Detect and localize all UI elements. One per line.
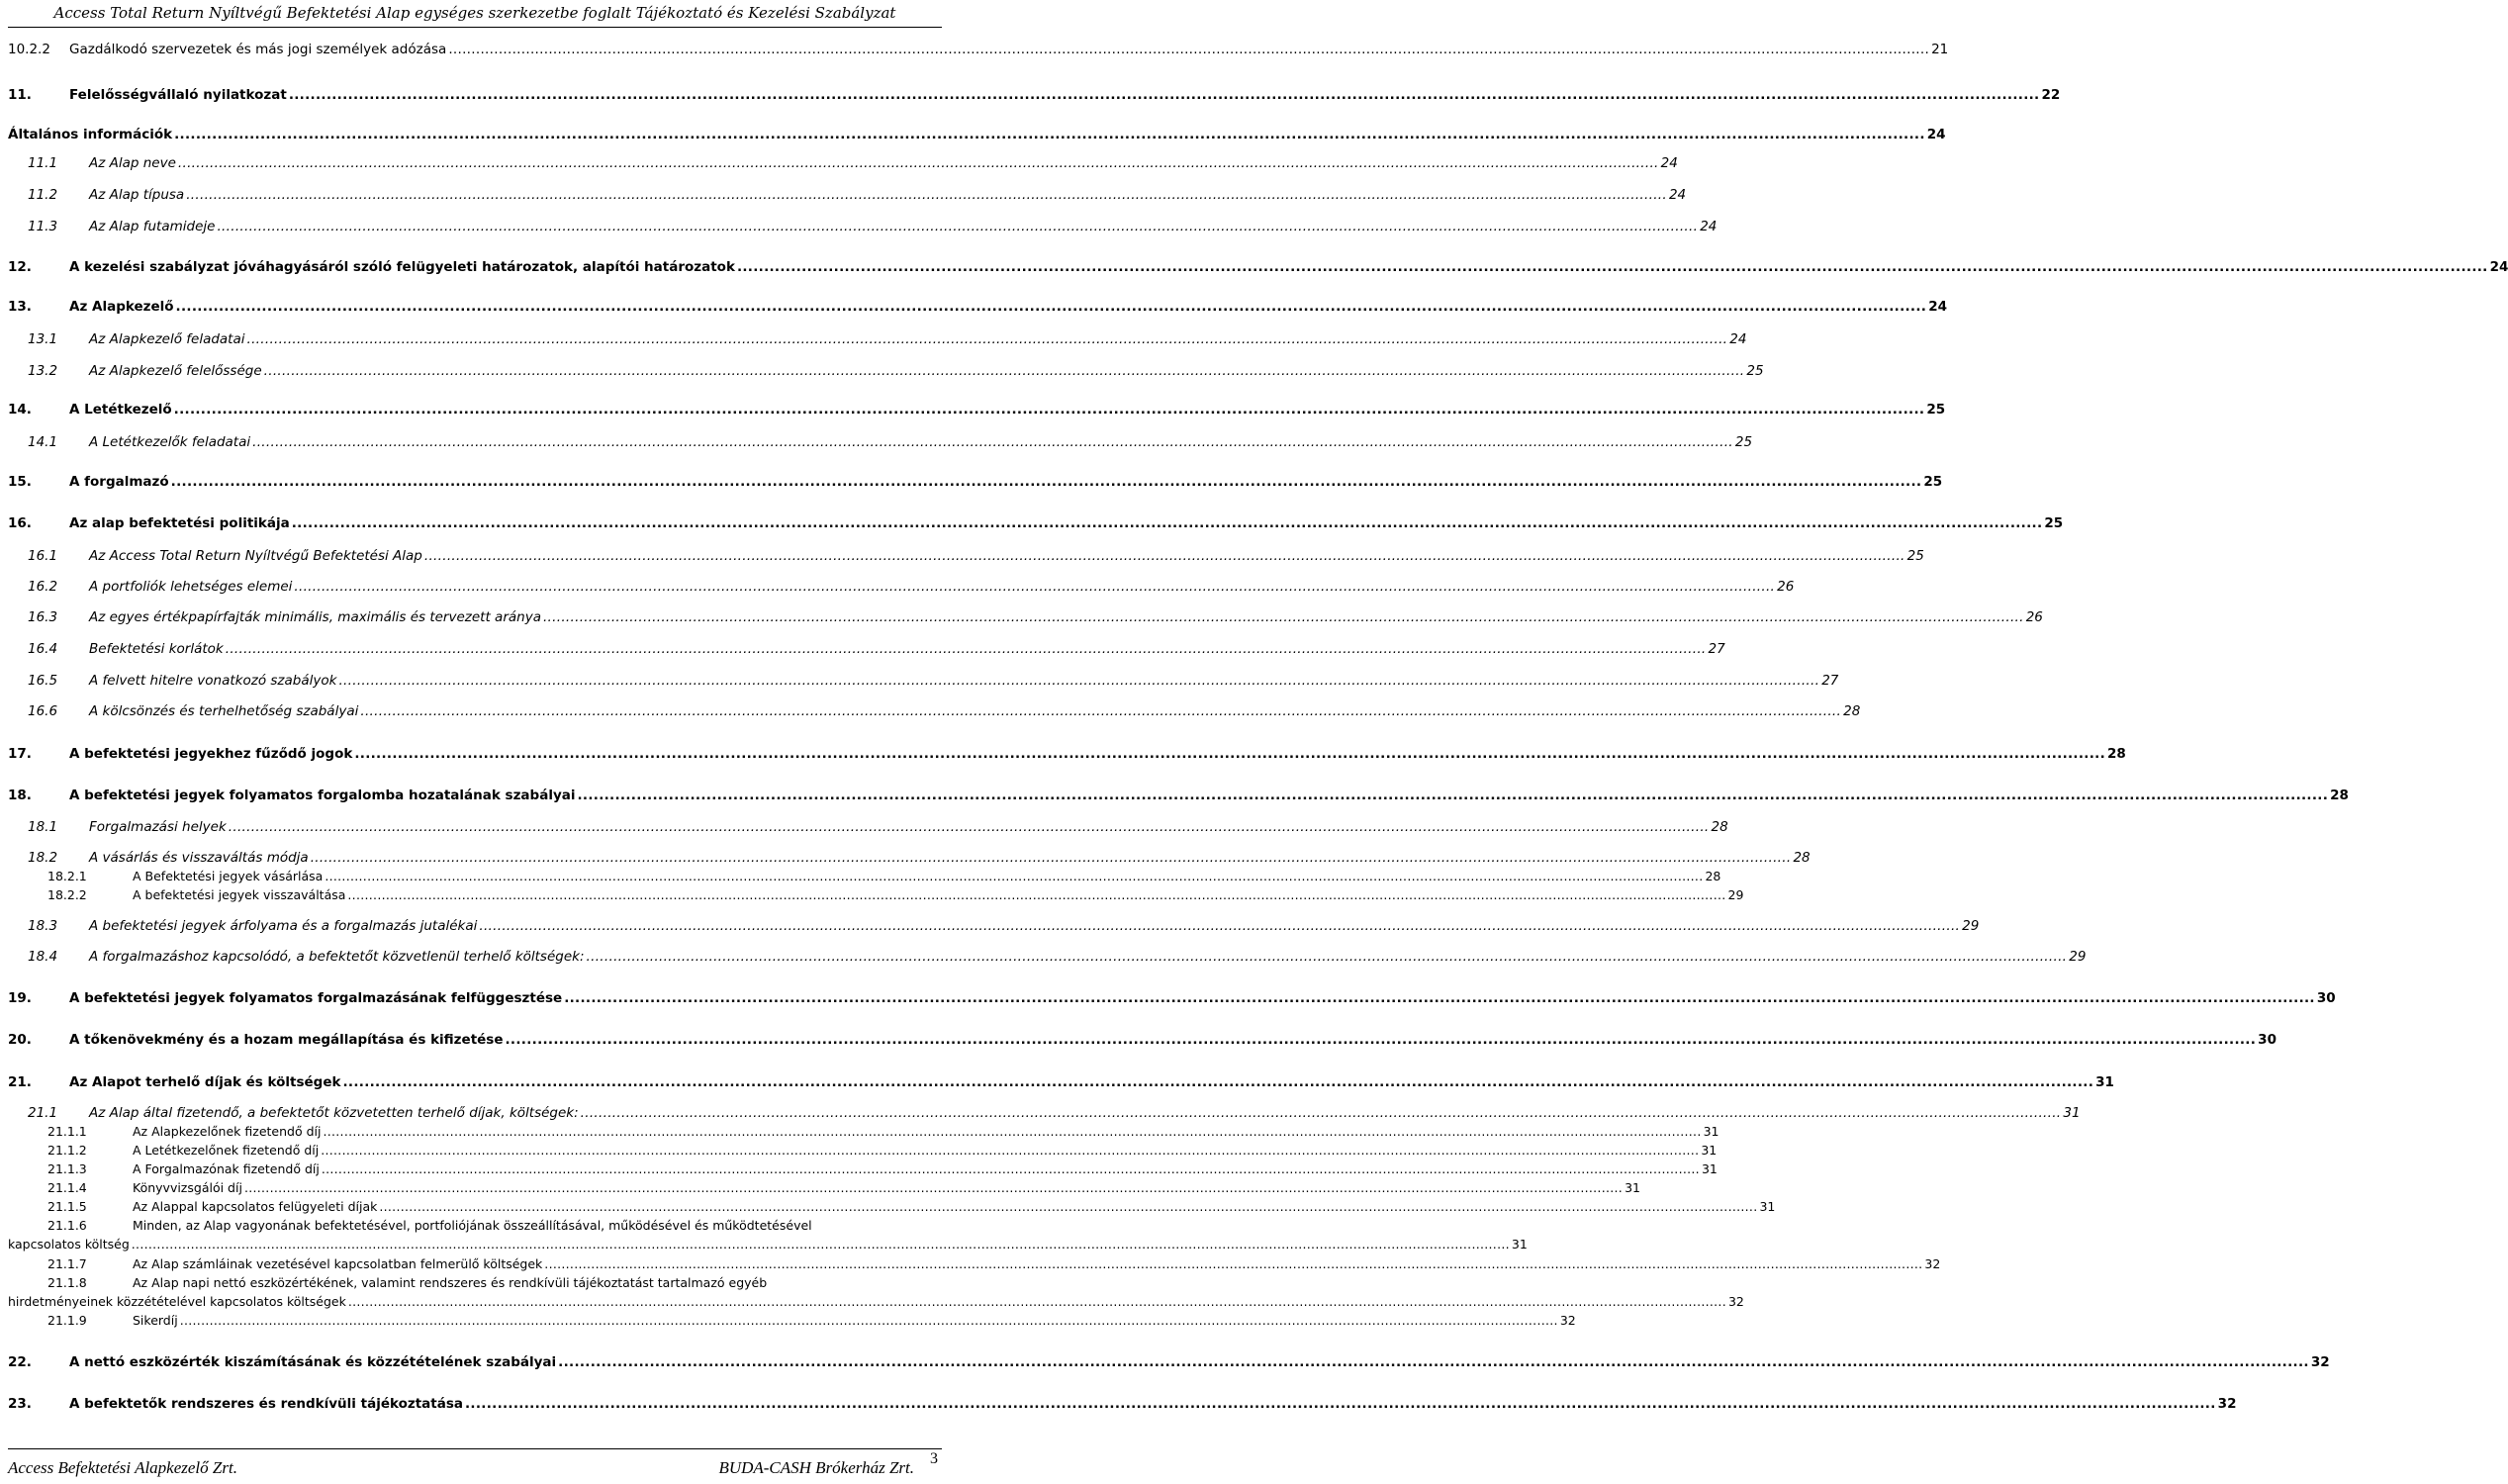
toc-entry[interactable]: 22. A nettó eszközérték kiszámításának és közzétételének szabályai ..... 32 bbox=[8, 1354, 942, 1370]
toc-entry[interactable]: 11.3 Az Alap futamideje ..... 24 bbox=[8, 219, 942, 234]
page-footer bbox=[8, 1450, 942, 1480]
toc-entry[interactable]: 13. Az Alapkezelő ..... 24 bbox=[8, 299, 942, 315]
toc-entry[interactable]: 18.3 A befektetési jegyek árfolyama és a forgalmazás jutalékai ..... 29 bbox=[8, 918, 942, 934]
toc-entry[interactable]: 14.1 A Letétkezelők feladatai ..... 25 bbox=[8, 434, 942, 450]
toc-entry[interactable]: 11.1 Az Alap neve ..... 24 bbox=[8, 155, 942, 171]
toc-entry[interactable]: 14. A Letétkezelő ..... 25 bbox=[8, 402, 942, 417]
toc-entry[interactable]: 18.4 A forgalmazáshoz kapcsolódó, a befektetőt közvetlenül terhelő költségek: ..... 29 bbox=[8, 949, 942, 965]
toc-entry[interactable]: 16.1 Az Access Total Return Nyíltvégű Befektetési Alap ..... 25 bbox=[8, 548, 942, 564]
page-header: Access Total Return Nyíltvégű Befektetési Alap egységes szerkezetbe foglalt Tájékoztató és Kezelési Szabályzat bbox=[53, 4, 896, 22]
toc-entry[interactable]: 19. A befektetési jegyek folyamatos forgalmazásának felfüggesztése ..... 30 bbox=[8, 990, 942, 1006]
toc-entry[interactable]: 16.2 A portfoliók lehetséges elemei ..... 26 bbox=[8, 579, 942, 595]
toc-entry[interactable]: 21.1.4 Könyvvizsgálói díj ..... 31 bbox=[8, 1180, 942, 1195]
toc-entry[interactable]: 15. A forgalmazó ..... 25 bbox=[8, 474, 942, 490]
toc-entry[interactable]: 21.1 Az Alap által fizetendő, a befektetőt közvetetten terhelő díjak, költségek: ..... 31 bbox=[8, 1105, 942, 1121]
toc-entry[interactable]: 21. Az Alapot terhelő díjak és költségek ..... 31 bbox=[8, 1074, 942, 1090]
toc-entry[interactable]: 16.5 A felvett hitelre vonatkozó szabályok ..... 27 bbox=[8, 673, 942, 689]
toc-entry[interactable]: 21.1.3 A Forgalmazónak fizetendő díj ..... 31 bbox=[8, 1161, 942, 1176]
toc-entry-line1[interactable]: 21.1.8 Az Alap napi nettó eszközértékének, valamint rendszeres és rendkívüli tájékoztatást tartalmazó egyéb bbox=[47, 1275, 768, 1290]
toc-entry[interactable]: 23. A befektetők rendszeres és rendkívüli tájékoztatása ..... 32 bbox=[8, 1396, 942, 1412]
toc-entry[interactable]: 20. A tőkenövekmény és a hozam megállapítása és kifizetése ..... 30 bbox=[8, 1032, 942, 1048]
toc-entry[interactable]: 17. A befektetési jegyekhez fűződő jogok ..... 28 bbox=[8, 746, 942, 762]
toc-entry[interactable]: 13.1 Az Alapkezelő feladatai ..... 24 bbox=[8, 331, 942, 347]
toc-entry[interactable]: 16.4 Befektetési korlátok ..... 27 bbox=[8, 641, 942, 657]
toc-entry[interactable]: hirdetményeinek közzétételével kapcsolatos költségek ..... 32 bbox=[8, 1294, 942, 1309]
toc-entry[interactable]: 21.1.9 Sikerdíj ..... 32 bbox=[8, 1313, 942, 1328]
toc-entry[interactable]: Általános információk ..... 24 bbox=[8, 127, 942, 142]
toc-entry[interactable]: 21.1.7 Az Alap számláinak vezetésével kapcsolatban felmerülő költségek ..... 32 bbox=[8, 1256, 942, 1271]
toc-entry[interactable]: 11.2 Az Alap típusa ..... 24 bbox=[8, 187, 942, 203]
toc-entry[interactable]: 18. A befektetési jegyek folyamatos forgalomba hozatalának szabályai ..... 28 bbox=[8, 788, 942, 803]
toc-entry[interactable]: 21.1.1 Az Alapkezelőnek fizetendő díj ..... 31 bbox=[8, 1124, 942, 1139]
toc-entry-line1[interactable]: 21.1.6 Minden, az Alap vagyonának befektetésével, portfoliójának összeállításával, működésével és működtetésével bbox=[47, 1218, 812, 1233]
toc-entry[interactable]: 18.2 A vásárlás és visszaváltás módja ..... 28 bbox=[8, 850, 942, 866]
toc-entry[interactable]: 16.6 A kölcsönzés és terhelhetőség szabályai ..... 28 bbox=[8, 703, 942, 719]
toc-entry[interactable]: kapcsolatos költség ..... 31 bbox=[8, 1237, 942, 1252]
page-number: 3 bbox=[930, 1450, 938, 1467]
toc-entry[interactable]: 21.1.2 A Letétkezelőnek fizetendő díj ..... 31 bbox=[8, 1143, 942, 1158]
toc-entry[interactable]: 16.3 Az egyes értékpapírfajták minimális, maximális és tervezett aránya ..... 26 bbox=[8, 609, 942, 625]
toc-entry[interactable]: 18.2.1 A Befektetési jegyek vásárlása ..... 28 bbox=[8, 869, 942, 883]
toc-entry[interactable]: 16. Az alap befektetési politikája ..... 25 bbox=[8, 515, 942, 531]
footer-divider bbox=[8, 1448, 942, 1449]
footer-right: BUDA-CASH Brókerház Zrt. bbox=[718, 1458, 914, 1477]
toc-entry[interactable]: 21.1.5 Az Alappal kapcsolatos felügyeleti díjak ..... 31 bbox=[8, 1199, 942, 1214]
footer-left: Access Befektetési Alapkezelő Zrt. bbox=[8, 1458, 237, 1477]
toc-entry[interactable]: 11. Felelősségvállaló nyilatkozat ..... 22 bbox=[8, 87, 942, 103]
toc-entry[interactable]: 10.2.2 Gazdálkodó szervezetek és más jogi személyek adózása ..... 21 bbox=[8, 42, 942, 57]
toc-entry[interactable]: 12. A kezelési szabályzat jóváhagyásáról szóló felügyeleti határozatok, alapítói határozatok ..... 24 bbox=[8, 259, 942, 275]
toc-entry[interactable]: 13.2 Az Alapkezelő felelőssége ..... 25 bbox=[8, 363, 942, 379]
toc-entry[interactable]: 18.1 Forgalmazási helyek ..... 28 bbox=[8, 819, 942, 835]
toc-entry[interactable]: 18.2.2 A befektetési jegyek visszaváltása ..... 29 bbox=[8, 887, 942, 902]
header-divider bbox=[8, 27, 942, 28]
